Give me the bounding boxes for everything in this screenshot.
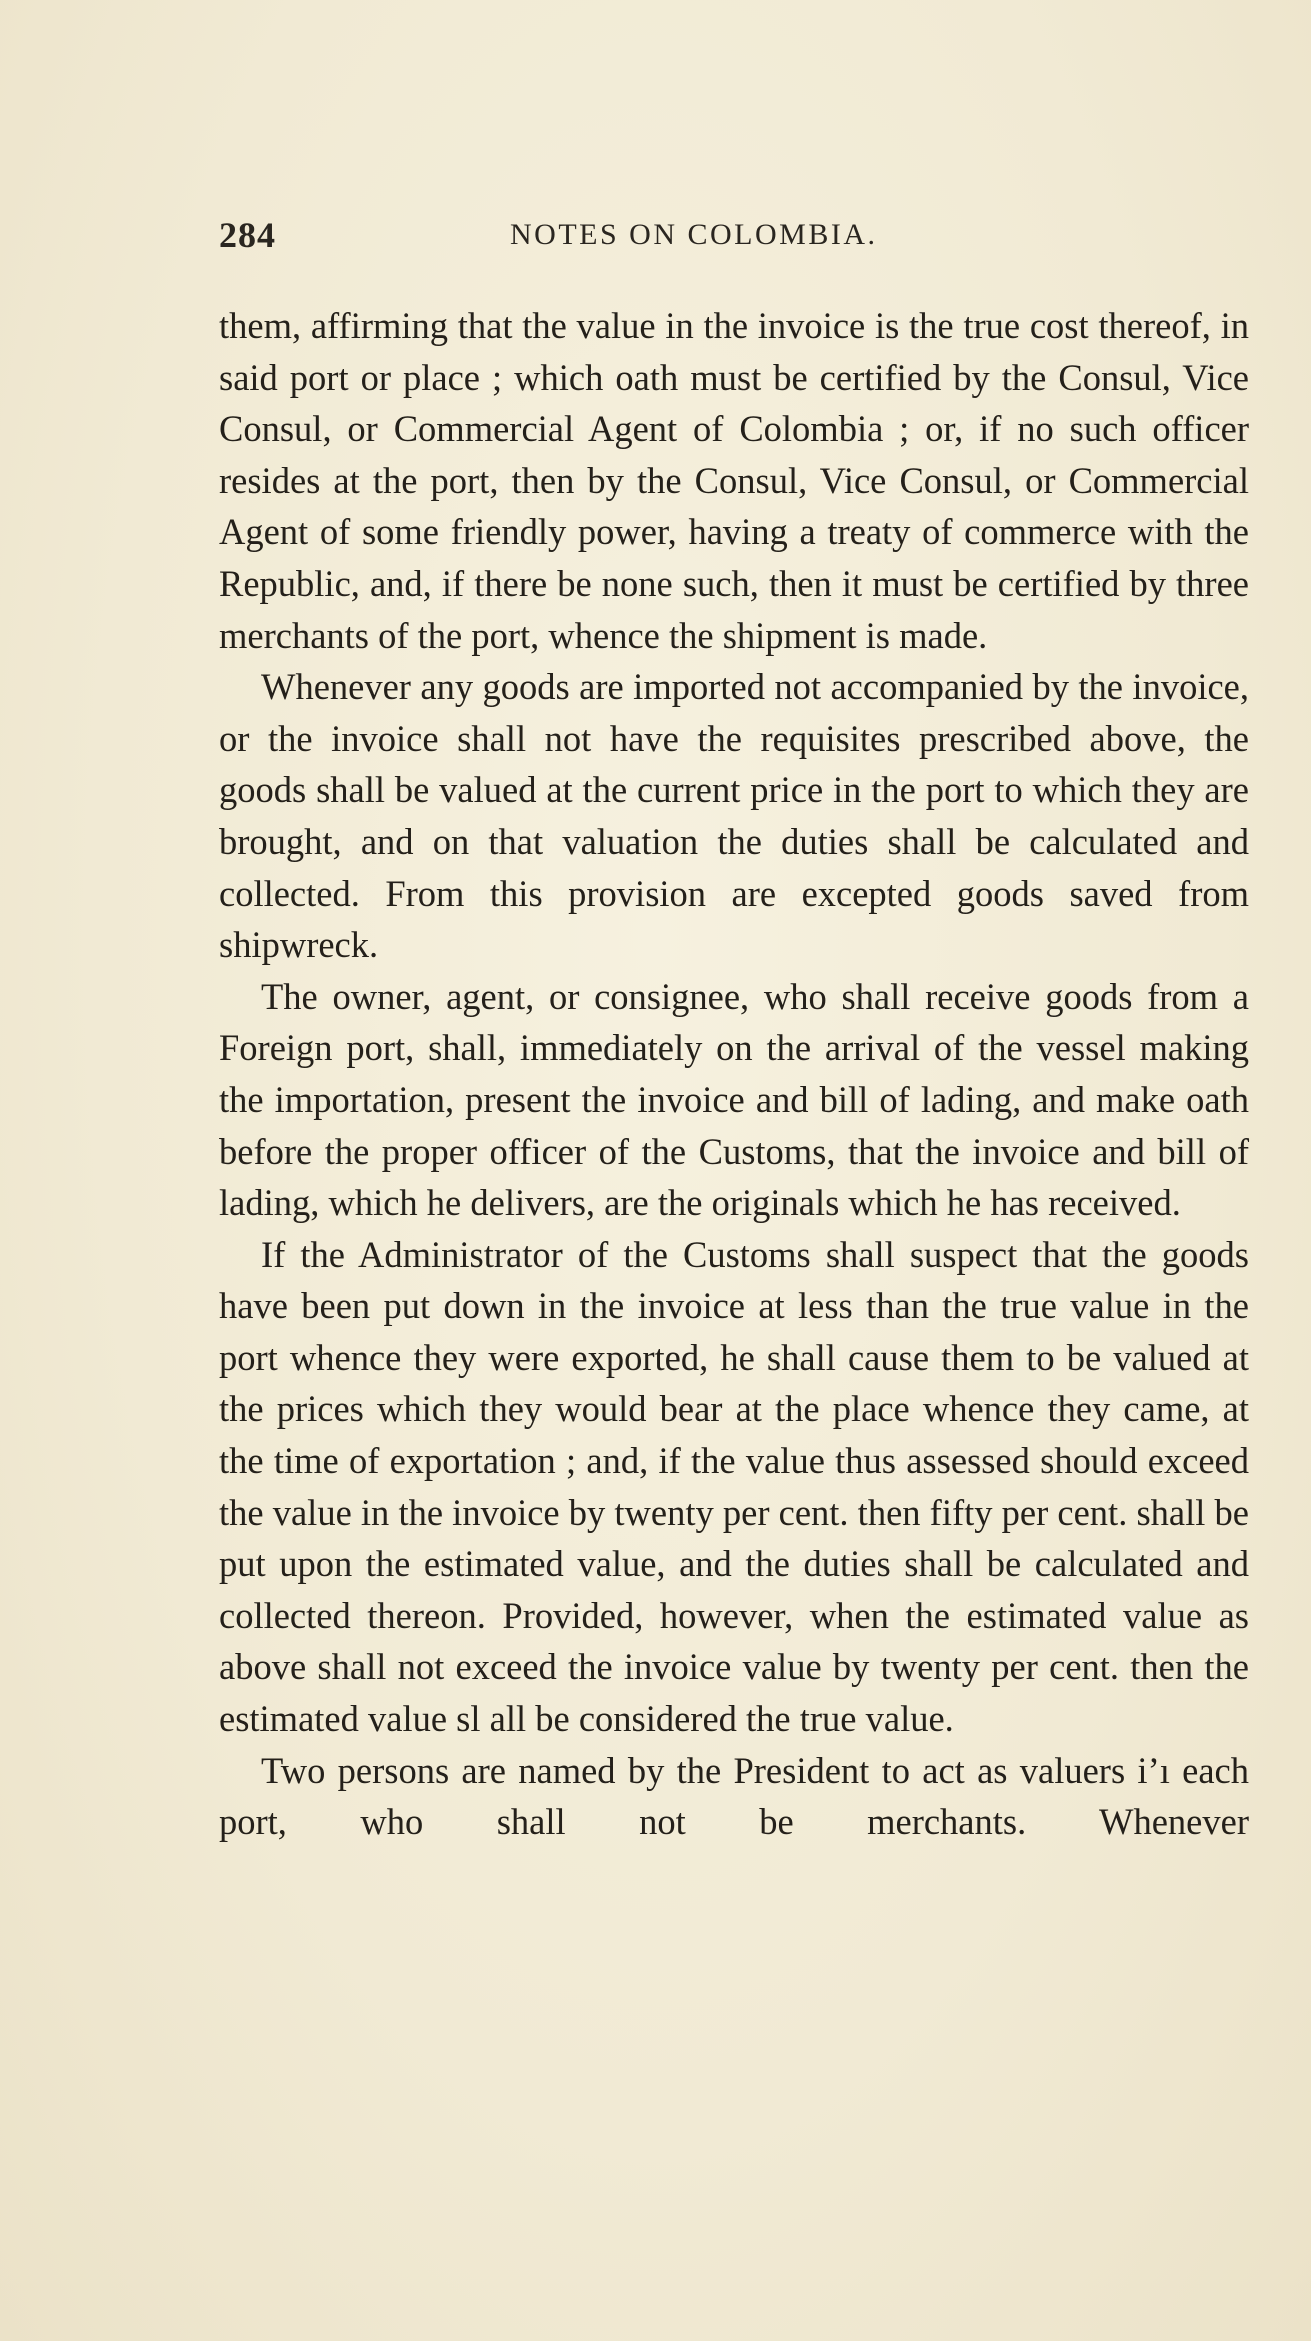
paragraph-3: The owner, agent, or consignee, who shall receive goods from a Foreign port, shall, immediately on the arrival of the vessel making the importation, present the invoice and bill of lading, and make oath before the proper officer of the Customs, that the invoice and bill of lading, which he delivers, are the originals which he has received. (219, 975, 1249, 1224)
page-number: 284 (219, 215, 276, 255)
paragraph-2: Whenever any goods are imported not accompanied by the invoice, or the invoice shall not have the requisites prescribed above, the goods shall be valued at the current price in the port to which they are brought, and on that valuation the duties shall be calculated and collected. From this provision are excepted goods saved from shipwreck. (219, 666, 1249, 966)
body-text (219, 300, 1249, 1848)
paragraph-1: them, affirming that the value in the invoice is the true cost thereof, in said port or place ; which oath must be certified by the Consul, Vice Consul, or Commercial Agent of Colombia ; or, if no such officer resides at the port, then by the Consul, Vice Consul, or Commercial Agent of some friendly power, having a treaty of commerce with the Republic, and, if there be none such, then it must be certified by three merchants of the port, whence the shipment is made. (219, 305, 1249, 656)
page-header (219, 214, 1249, 264)
paragraph-4: If the Administrator of the Customs shall suspect that the goods have been put down in the invoice at less than the true value in the port whence they were exported, he shall cause them to be valued at the prices which they would bear at the place whence they came, at the time of exportation ; and, if the value thus assessed should exceed the value in the invoice by twenty per cent. then fifty per cent. shall be put upon the estimated value, and the duties shall be calculated and collected thereon. Provided, however, when the estimated value as above shall not exceed the invoice value by twenty per cent. then the estimated value sl all be considered the true value. (219, 1233, 1249, 1740)
paragraph-5: Two persons are named by the President to act as valuers i’ı each port, who shall not be merchants. Whenever (219, 1749, 1249, 1843)
running-head: NOTES ON COLOMBIA. (510, 218, 878, 251)
